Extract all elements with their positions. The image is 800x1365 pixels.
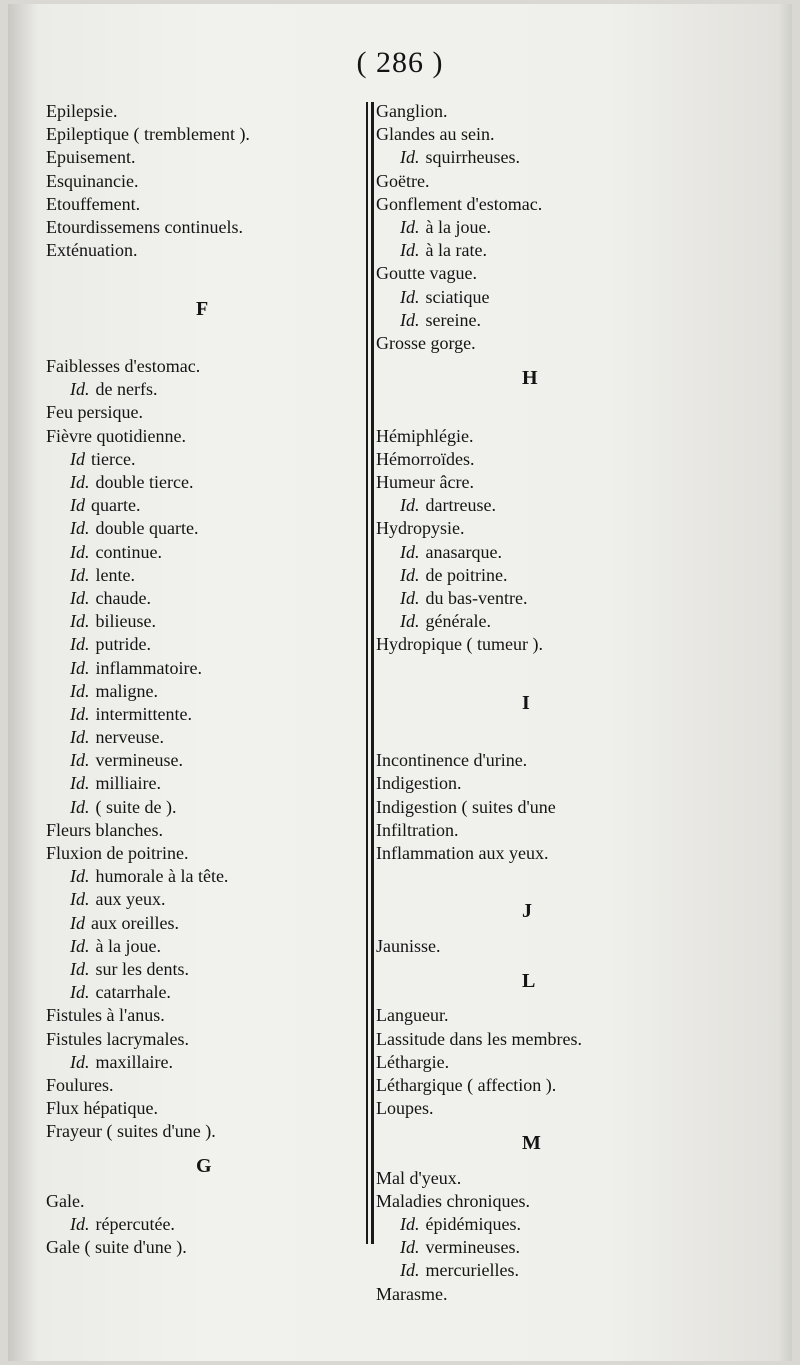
index-entry: Glandes au sein. [376,124,495,145]
index-entry: Feu persique. [46,402,143,423]
index-subentry [376,309,676,332]
idem-abbreviation: Id. [70,587,90,608]
subentry-text: ( suite de ). [95,796,177,817]
section-letter: I [522,691,530,714]
index-entry: Exténuation. [46,240,138,261]
index-entry: Faiblesses d'estomac. [46,356,201,377]
subentry-text: de nerfs. [95,379,158,400]
idem-abbreviation: Id. [70,796,90,817]
idem-abbreviation: Id. [70,1051,90,1072]
section-letter: G [196,1155,212,1178]
idem-abbreviation: Id. [400,1260,420,1281]
subentry-text: double quarte. [95,518,199,539]
idem-abbreviation: Id [70,495,85,516]
subentry-text: dartreuse. [425,495,496,516]
subentry-text: de poitrine. [425,564,508,585]
subentry-text: sciatique [425,286,490,307]
blank-line [376,726,676,749]
idem-abbreviation: Id. [400,564,420,585]
index-subentry [376,1236,676,1259]
index-subentry [46,749,368,772]
subentry-text: répercutée. [95,1214,175,1235]
right-column [376,100,676,1306]
subentry-text: sereine. [425,309,481,330]
blank-line [376,401,676,424]
idem-abbreviation: Id. [70,611,90,632]
subentry-text: milliaire. [95,773,161,794]
index-entry: Epilepsie. [46,101,118,121]
index-entry: Humeur âcre. [376,472,474,493]
subentry-text: vermineuses. [425,1237,520,1258]
blank-line [46,262,368,285]
subentry-text: maxillaire. [95,1051,173,1072]
subentry-text: intermittente. [95,703,192,724]
idem-abbreviation: Id. [400,587,420,608]
index-entry: Epuisement. [46,147,136,168]
subentry-text: à la joue. [95,935,161,956]
idem-abbreviation: Id. [70,379,90,400]
index-subentry [46,448,368,471]
subentry-text: vermineuse. [95,750,183,771]
index-entry: Goutte vague. [376,263,477,284]
index-entry: Fluxion de poitrine. [46,843,189,864]
index-entry: Indigestion. [376,773,462,794]
index-entry: Marasme. [376,1283,448,1304]
index-subentry [46,888,368,911]
index-entry: Epileptique ( tremblement ). [46,124,250,145]
index-entry: Ganglion. [376,101,448,121]
blank-line [376,657,676,680]
index-subentry [46,796,368,819]
index-subentry [46,680,368,703]
subentry-text: catarrhale. [95,982,171,1003]
subentry-text: inflammatoire. [95,657,202,678]
index-entry: Grosse gorge. [376,332,476,353]
index-entry: Inflammation aux yeux. [376,843,549,864]
index-entry: Etouffement. [46,193,141,214]
subentry-text: lente. [95,564,135,585]
idem-abbreviation: Id. [70,541,90,562]
index-entry: Gale. [46,1190,85,1211]
index-subentry [376,239,676,262]
idem-abbreviation: Id. [70,634,90,655]
index-entry: Jaunisse. [376,935,441,956]
index-entry: Mal d'yeux. [376,1167,462,1188]
column-divider-rule [366,102,368,1244]
index-subentry [46,378,368,401]
idem-abbreviation: Id. [400,286,420,307]
idem-abbreviation: Id. [400,309,420,330]
index-subentry [46,1051,368,1074]
index-entry: Fistules à l'anus. [46,1005,165,1026]
book-page [8,4,792,1361]
idem-abbreviation: Id. [70,866,90,887]
index-entry: Infiltration. [376,819,459,840]
index-entry: Hydropique ( tumeur ). [376,634,543,655]
index-subentry [46,564,368,587]
page-number: ( 286 ) [356,46,444,79]
index-subentry [46,610,368,633]
subentry-text: continue. [95,541,162,562]
index-entry: Hydropysie. [376,518,465,539]
section-letter: L [522,969,536,992]
index-entry: Hémorroïdes. [376,448,475,469]
index-subentry [46,935,368,958]
index-subentry [376,494,676,517]
idem-abbreviation: Id. [70,982,90,1003]
left-column [46,100,368,1259]
index-subentry [376,1259,676,1282]
index-subentry [46,657,368,680]
index-entry: Loupes. [376,1098,434,1119]
idem-abbreviation: Id. [70,727,90,748]
index-entry: Indigestion ( suites d'une [376,796,556,817]
index-subentry [376,541,676,564]
index-entry: Maladies chroniques. [376,1190,530,1211]
subentry-text: aux oreilles. [91,912,179,933]
subentry-text: du bas-ventre. [425,587,528,608]
subentry-text: squirrheuses. [425,147,520,168]
idem-abbreviation: Id. [70,564,90,585]
index-entry: Hémiphlégie. [376,425,474,446]
index-entry: Esquinancie. [46,170,139,191]
subentry-text: chaude. [95,587,151,608]
subentry-text: à la joue. [425,216,491,237]
index-subentry [46,958,368,981]
idem-abbreviation: Id. [400,216,420,237]
index-subentry [46,587,368,610]
idem-abbreviation: Id. [400,240,420,261]
idem-abbreviation: Id. [70,935,90,956]
column-divider-rule-thick [371,102,374,1244]
subentry-text: quarte. [91,495,141,516]
idem-abbreviation: Id. [70,750,90,771]
idem-abbreviation: Id. [70,472,90,493]
idem-abbreviation: Id [70,912,85,933]
index-subentry [376,587,676,610]
idem-abbreviation: Id. [70,889,90,910]
idem-abbreviation: Id [70,448,85,469]
index-entry: Gale ( suite d'une ). [46,1237,187,1258]
subentry-text: sur les dents. [95,958,189,979]
index-subentry [46,865,368,888]
index-subentry [46,471,368,494]
blank-line [376,865,676,888]
index-subentry [376,286,676,309]
idem-abbreviation: Id. [400,541,420,562]
index-entry: Gonflement d'estomac. [376,193,543,214]
index-subentry [376,146,676,169]
index-entry: Fièvre quotidienne. [46,425,186,446]
index-subentry [376,1213,676,1236]
subentry-text: maligne. [95,680,158,701]
subentry-text: aux yeux. [95,889,166,910]
section-letter: F [196,297,209,320]
index-entry: Etourdissemens continuels. [46,216,243,237]
idem-abbreviation: Id. [70,680,90,701]
blank-line [46,332,368,355]
subentry-text: nerveuse. [95,727,164,748]
index-subentry [376,610,676,633]
index-subentry [376,564,676,587]
subentry-text: humorale à la tête. [95,866,229,887]
section-letter: J [522,900,532,923]
idem-abbreviation: Id. [70,773,90,794]
subentry-text: bilieuse. [95,611,156,632]
index-subentry [46,703,368,726]
subentry-text: tierce. [91,448,136,469]
index-entry: Léthargique ( affection ). [376,1074,557,1095]
idem-abbreviation: Id. [400,1237,420,1258]
index-subentry [46,494,368,517]
index-entry: Fleurs blanches. [46,819,163,840]
subentry-text: à la rate. [425,240,487,261]
index-entry: Flux hépatique. [46,1098,158,1119]
subentry-text: épidémiques. [425,1214,521,1235]
idem-abbreviation: Id. [70,703,90,724]
index-entry: Lassitude dans les membres. [376,1028,582,1049]
index-entry: Léthargie. [376,1051,450,1072]
index-entry: Frayeur ( suites d'une ). [46,1121,216,1142]
idem-abbreviation: Id. [70,657,90,678]
section-letter: H [522,367,538,390]
idem-abbreviation: Id. [70,1214,90,1235]
index-entry: Langueur. [376,1005,449,1026]
index-subentry [46,541,368,564]
index-subentry [46,633,368,656]
index-subentry [376,216,676,239]
index-entry: Goëtre. [376,170,430,191]
index-subentry [46,517,368,540]
index-subentry [46,726,368,749]
subentry-text: mercurielles. [425,1260,519,1281]
index-subentry [46,1213,368,1236]
index-subentry [46,912,368,935]
subentry-text: anasarque. [425,541,502,562]
index-subentry [46,772,368,795]
subentry-text: putride. [95,634,151,655]
idem-abbreviation: Id. [400,495,420,516]
subentry-text: double tierce. [95,472,194,493]
idem-abbreviation: Id. [70,958,90,979]
idem-abbreviation: Id. [70,518,90,539]
section-letter: M [522,1132,541,1155]
subentry-text: générale. [425,611,491,632]
index-entry: Fistules lacrymales. [46,1028,189,1049]
index-subentry [46,981,368,1004]
idem-abbreviation: Id. [400,1214,420,1235]
index-entry: Foulures. [46,1074,114,1095]
idem-abbreviation: Id. [400,611,420,632]
idem-abbreviation: Id. [400,147,420,168]
index-entry: Incontinence d'urine. [376,750,528,771]
